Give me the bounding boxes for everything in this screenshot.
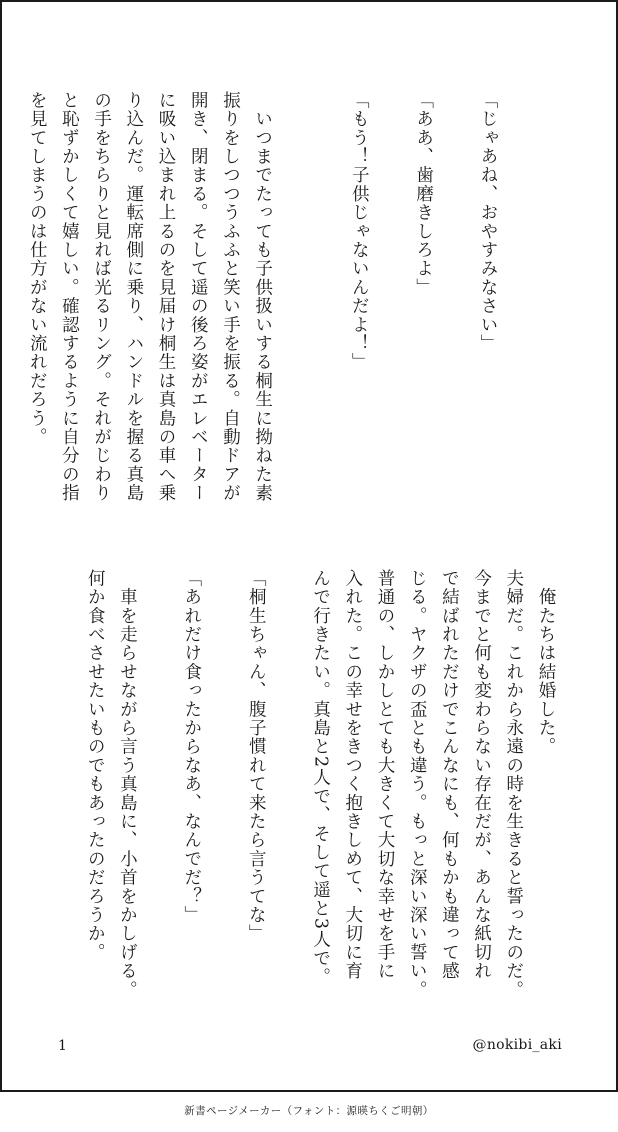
text-line: 車を走らせながら言う真島に、小首をかしげる。	[117, 569, 138, 1000]
blank-line	[311, 91, 343, 531]
text-line: 開き、閉まる。そして遥の後ろ姿がエレベーター	[188, 91, 209, 503]
text-line: 何か食べさせたいものでもあったのだろうか。	[85, 569, 106, 962]
text-line: 「桐生ちゃん、腹子慣れて来たら言うてな」	[246, 569, 267, 943]
blank-line	[375, 91, 407, 531]
text-block-top	[21, 91, 504, 531]
text-line: 「じゃあね、おやすみなさい」	[478, 91, 498, 353]
blank-line	[272, 569, 304, 1009]
text-line: り込んだ。運転席側に乗り、ハンドルを握る真島	[123, 91, 144, 503]
text-line: の手をちらりと見れば光るリング。それがじわり	[91, 91, 112, 503]
blank-line	[208, 569, 240, 1009]
blank-line	[279, 91, 311, 531]
text-block-bottom	[79, 569, 562, 1009]
text-line: 「もう！子供じゃないんだよ！」	[349, 91, 370, 372]
text-line: いつまでたっても子供扱いする桐生に拗ねた素	[252, 91, 273, 503]
text-line: じる。ヤクザの盃とも違う。もっと深い深い誓い。	[407, 569, 428, 1000]
text-line: 入れた。この幸せをきつく抱きしめて、大切に育	[342, 569, 363, 981]
text-line: 普通の、しかしとても大きくて大切な幸せを手に	[374, 569, 395, 981]
page-number: 1	[58, 1038, 67, 1054]
text-line: と恥ずかしくて嬉しい。確認するように自分の指	[59, 91, 80, 503]
blank-line	[143, 569, 175, 1009]
text-line: で結ばれただけでこんなにも、何もかも違って感	[439, 569, 460, 981]
generator-credit: 新書ページメーカー（フォント：源暎ちくご明朝）	[184, 1105, 434, 1117]
text-line: 「あれだけ食ったからなあ、なんでだ？」	[181, 569, 202, 925]
text-line: に吸い込まれ上るのを見届け桐生は真島の車へ乗	[156, 91, 177, 503]
text-line: 夫婦だ。これから永遠の時を生きると誓ったのだ。	[503, 569, 524, 1000]
text-line: んで行きたい。真島と2人で、そして遥と3人で。	[310, 569, 331, 987]
text-line: 俺たちは結婚した。	[536, 569, 556, 756]
text-line: 今までと何も変わらない存在だが、あんな紙切れ	[471, 569, 492, 981]
text-line: 振りをしつつうふふと笑い手を振る。自動ドアが	[220, 91, 241, 503]
blank-line	[440, 91, 472, 531]
text-line: を見てしまうのは仕方がない流れだろう。	[27, 91, 48, 447]
text-line: 「ああ、歯磨きしろよ」	[413, 91, 434, 297]
author-handle: @nokibi_aki	[472, 1037, 562, 1053]
